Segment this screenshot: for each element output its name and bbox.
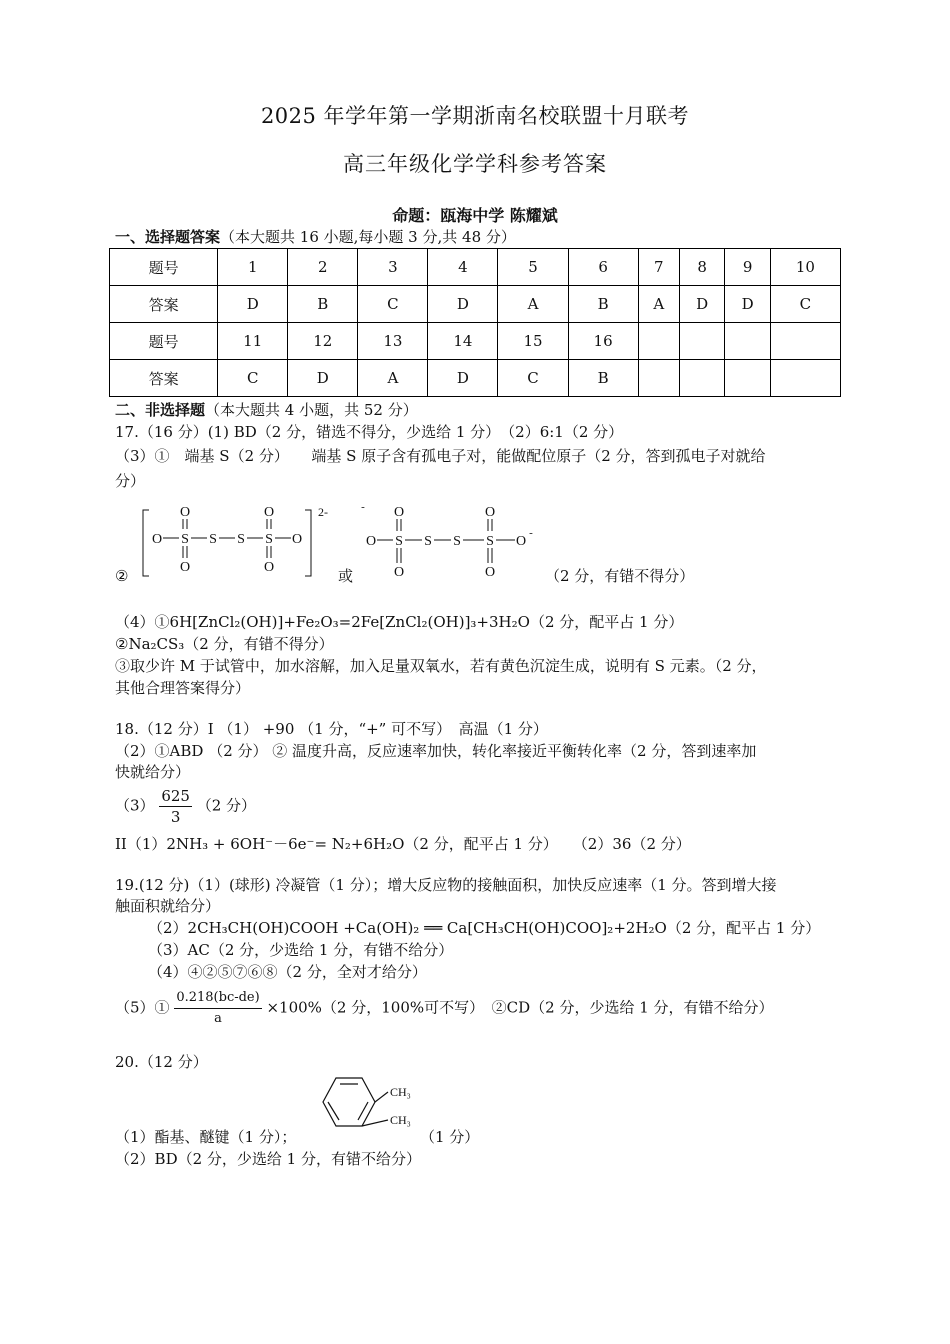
q17-p4-prefix: （4）① bbox=[115, 613, 170, 631]
methyl-label: CH₃ bbox=[390, 1113, 411, 1127]
table-row-questions-1 bbox=[110, 249, 841, 286]
document-author: 命题：瓯海中学 陈耀斌 bbox=[392, 206, 558, 225]
table-cell: 14 bbox=[428, 323, 498, 360]
q19-line4: （3）AC（2 分，少选给 1 分，有错不给分） bbox=[148, 941, 454, 959]
table-cell: D bbox=[428, 286, 498, 323]
q19-line1: 19.(12 分)（1）(球形) 冷凝管（1 分）；增大反应物的接触面积，加快反应速率（1 分。答到增大接 bbox=[115, 876, 777, 894]
q19-part5 bbox=[115, 988, 774, 1029]
table-cell: B bbox=[568, 286, 638, 323]
fraction-denominator: 3 bbox=[170, 808, 181, 826]
table-cell: 10 bbox=[770, 249, 840, 286]
q17-circle2: ② bbox=[115, 567, 129, 585]
table-cell: A bbox=[498, 286, 568, 323]
table-cell bbox=[725, 360, 770, 397]
o-xylene-structure bbox=[310, 1072, 420, 1144]
table-cell: C bbox=[770, 286, 840, 323]
fraction bbox=[159, 786, 192, 827]
row-label: 答案 bbox=[110, 360, 218, 397]
answer-table bbox=[109, 248, 841, 397]
atom-o: O bbox=[263, 560, 275, 575]
q17-p4-note: （2 分，配平占 1 分） bbox=[529, 613, 684, 631]
methyl-label: CH₃ bbox=[390, 1085, 411, 1099]
section2-heading-label: 二、非选择题 bbox=[115, 401, 206, 419]
table-cell: 7 bbox=[638, 249, 679, 286]
table-cell: 8 bbox=[679, 249, 724, 286]
table-cell: C bbox=[218, 360, 288, 397]
atom-o: O bbox=[151, 532, 163, 547]
table-row-answers-2 bbox=[110, 360, 841, 397]
table-cell bbox=[679, 360, 724, 397]
q20-p1-suffix: （1 分） bbox=[420, 1128, 480, 1146]
q17-line1: 17.（16 分）(1) BD（2 分，错选不得分，少选给 1 分） （2）6:1（2 分） bbox=[115, 423, 624, 441]
table-cell: D bbox=[428, 360, 498, 397]
q17-part4-3b: 其他合理答案得分） bbox=[115, 679, 251, 697]
table-cell: B bbox=[288, 286, 358, 323]
anion-charge: - bbox=[361, 501, 365, 513]
q17-part4-3a: ③取少许 M 于试管中，加水溶解，加入足量双氧水，若有黄色沉淀生成，说明有 S 元素。（2 分， bbox=[115, 657, 767, 675]
q18-part3 bbox=[115, 786, 256, 827]
q20-p2: （2）BD（2 分，少选给 1 分，有错不给分） bbox=[115, 1150, 421, 1168]
q18-line5: II（1）2NH₃ + 6OH⁻－6e⁻= N₂+6H₂O（2 分，配平占 1 分） （2）36（2 分） bbox=[115, 835, 691, 853]
table-cell: B bbox=[568, 360, 638, 397]
q18-p3-note: （2 分） bbox=[196, 796, 257, 815]
section2-heading bbox=[115, 400, 418, 420]
table-cell bbox=[725, 323, 770, 360]
section2-heading-note: （本大题共 4 小题，共 52 分） bbox=[205, 401, 418, 419]
anion-charge: - bbox=[529, 527, 533, 539]
atom-s: S bbox=[453, 534, 461, 549]
table-cell bbox=[638, 323, 679, 360]
table-cell: A bbox=[638, 286, 679, 323]
table-row-questions-2 bbox=[110, 323, 841, 360]
table-cell: 4 bbox=[428, 249, 498, 286]
row-label: 答案 bbox=[110, 286, 218, 323]
q19-line3: （2）2CH₃CH(OH)COOH +Ca(OH)₂ ══ Ca[CH₃CH(OH)COO]₂+2H₂O（2 分，配平占 1 分） bbox=[148, 919, 821, 937]
atom-s: S bbox=[237, 532, 245, 547]
atom-s: S bbox=[424, 534, 432, 549]
q18-line3: 快就给分） bbox=[115, 763, 191, 781]
q20-p1-prefix: （1）酯基、醚键（1 分）； bbox=[115, 1128, 297, 1146]
table-cell: 3 bbox=[358, 249, 428, 286]
table-cell: 13 bbox=[358, 323, 428, 360]
q17-line2: （3）① 端基 S（2 分） 端基 S 原子含有孤电子对，能做配位原子（2 分，答到孤电子对就给 bbox=[115, 447, 766, 465]
section1-heading-label: 一、选择题答案 bbox=[115, 228, 221, 246]
table-row-answers-1 bbox=[110, 286, 841, 323]
table-cell: A bbox=[358, 360, 428, 397]
q18-p3-prefix: （3） bbox=[115, 796, 155, 815]
q19-p5-suffix: ×100%（2 分，100%可不写） ②CD（2 分，少选给 1 分，有错不给分） bbox=[266, 998, 774, 1017]
q18-line1: 18.（12 分）I （1） +90 （1 分，“+” 可不写） 高温（1 分） bbox=[115, 720, 548, 738]
q17-line3: 分） bbox=[115, 472, 146, 490]
q17-part4-1 bbox=[115, 612, 683, 632]
table-cell: 5 bbox=[498, 249, 568, 286]
table-cell: 16 bbox=[568, 323, 638, 360]
table-cell: D bbox=[725, 286, 770, 323]
fraction bbox=[174, 988, 261, 1029]
atom-s: S bbox=[395, 534, 403, 549]
section1-heading bbox=[115, 227, 516, 247]
table-cell: D bbox=[288, 360, 358, 397]
atom-o: O bbox=[484, 505, 496, 520]
table-cell: C bbox=[498, 360, 568, 397]
structure-note: （2 分，有错不得分） bbox=[545, 567, 695, 585]
table-cell bbox=[679, 323, 724, 360]
section1-heading-note: （本大题共 16 小题,每小题 3 分,共 48 分） bbox=[220, 228, 516, 246]
table-cell bbox=[770, 323, 840, 360]
atom-o: O bbox=[365, 534, 377, 549]
atom-o: O bbox=[393, 505, 405, 520]
table-cell: 11 bbox=[218, 323, 288, 360]
atom-o: O bbox=[515, 534, 527, 549]
table-cell: 15 bbox=[498, 323, 568, 360]
table-cell: 2 bbox=[288, 249, 358, 286]
table-cell: 1 bbox=[218, 249, 288, 286]
table-cell: D bbox=[679, 286, 724, 323]
atom-s: S bbox=[486, 534, 494, 549]
charge-label: 2- bbox=[318, 505, 328, 519]
q17-part4-2: ②Na₂CS₃（2 分，有错不得分） bbox=[115, 635, 334, 653]
fraction-denominator: a bbox=[214, 1011, 222, 1026]
atom-o: O bbox=[263, 505, 275, 520]
q19-line5: （4）④②⑤⑦⑥⑧（2 分，全对才给分） bbox=[148, 963, 427, 981]
atom-s: S bbox=[209, 532, 217, 547]
q18-line2: （2）①ABD （2 分） ② 温度升高，反应速率加快，转化率接近平衡转化率（2 分，答到速率加 bbox=[115, 742, 757, 760]
atom-s: S bbox=[181, 532, 189, 547]
atom-o: O bbox=[393, 565, 405, 580]
table-cell bbox=[638, 360, 679, 397]
q17-p4-formula: 6H[ZnCl₂(OH)]+Fe₂O₃=2Fe[ZnCl₂(OH)]₃+3H₂O bbox=[169, 613, 530, 631]
atom-o: O bbox=[484, 565, 496, 580]
fraction-numerator: 625 bbox=[161, 787, 190, 805]
atom-o: O bbox=[179, 560, 191, 575]
atom-o: O bbox=[291, 532, 303, 547]
fraction-numerator: 0.218(bc-de) bbox=[174, 988, 261, 1009]
table-cell bbox=[770, 360, 840, 397]
atom-o: O bbox=[179, 505, 191, 520]
atom-s: S bbox=[265, 532, 273, 547]
row-label: 题号 bbox=[110, 249, 218, 286]
document-subtitle: 高三年级化学学科参考答案 bbox=[343, 152, 607, 176]
table-cell: D bbox=[218, 286, 288, 323]
table-cell: 9 bbox=[725, 249, 770, 286]
table-cell: 6 bbox=[568, 249, 638, 286]
row-label: 题号 bbox=[110, 323, 218, 360]
document-title: 2025 年学年第一学期浙南名校联盟十月联考 bbox=[260, 104, 690, 128]
table-cell: C bbox=[358, 286, 428, 323]
or-label: 或 bbox=[338, 567, 354, 585]
q19-line2: 触面积就给分） bbox=[115, 897, 221, 915]
q19-p5-prefix: （5）① bbox=[115, 998, 170, 1017]
q20-title: 20.（12 分） bbox=[115, 1053, 208, 1071]
table-cell: 12 bbox=[288, 323, 358, 360]
